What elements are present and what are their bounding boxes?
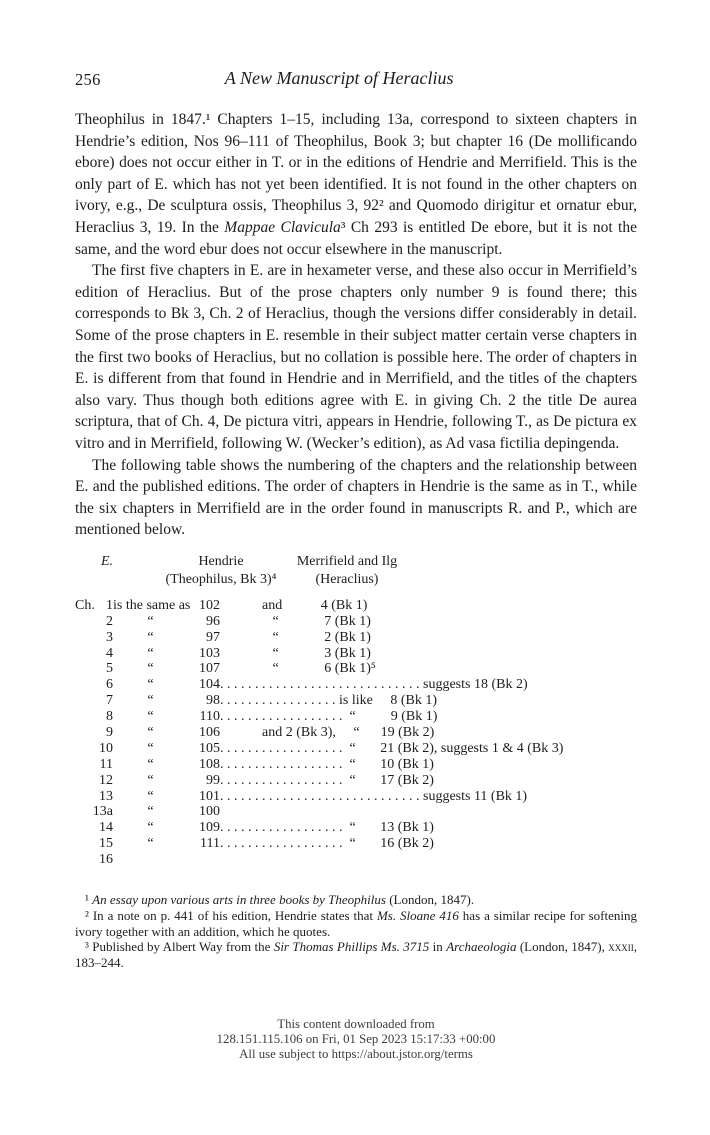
text-segment: Archaeologia xyxy=(446,939,517,955)
relation-cell: . . . . . . . . . . . . . . . . . . . . . . . . . . . . . suggests 18 (Bk 2) xyxy=(220,677,528,693)
merrifield-label: Merrifield and Ilg xyxy=(296,553,398,569)
table-row xyxy=(75,789,637,805)
chapter-cell xyxy=(75,852,113,868)
ditto-cell: “ xyxy=(147,629,154,645)
relation-cell: . . . . . . . . . . . . . . . . . . “ 16 (Bk 2) xyxy=(220,836,434,852)
chapter-label xyxy=(75,693,106,709)
text-segment: Ms. Sloane 416 xyxy=(376,907,459,923)
chapter-cell xyxy=(75,646,113,662)
hendrie-number-cell: 105 xyxy=(199,740,220,756)
table-row xyxy=(75,757,637,773)
chapter-cell xyxy=(75,757,113,773)
chapter-number: 2 xyxy=(106,613,113,629)
paragraph-3 xyxy=(75,455,637,541)
hendrie-number-cell: 100 xyxy=(199,804,220,820)
text-segment: (London, 1847). xyxy=(385,892,475,908)
column-header-e: E. xyxy=(101,553,114,569)
page-number: 256 xyxy=(75,70,101,89)
chapter-number: 8 xyxy=(106,709,113,725)
relation-cell: and 2 (Bk 3), “ 19 (Bk 2) xyxy=(220,725,435,740)
table-row xyxy=(75,741,637,757)
chapter-label xyxy=(75,820,99,836)
relation-cell: “ 3 (Bk 1) xyxy=(220,645,371,661)
relation-cell: “ 2 (Bk 1) xyxy=(220,629,371,645)
chapter-number: 12 xyxy=(99,772,113,788)
chapter-cell xyxy=(75,725,113,741)
chapter-concordance-table xyxy=(75,553,637,868)
table-row xyxy=(75,677,637,693)
chapter-cell xyxy=(75,598,113,614)
merrifield-subheader: (Heraclius) xyxy=(315,572,379,588)
ditto-cell: “ xyxy=(147,740,154,756)
text-segment: ³ Published by Albert Way from the xyxy=(85,939,274,955)
chapter-cell xyxy=(75,677,113,693)
table-row xyxy=(75,709,637,725)
text-segment: The first five chapters in E. are in hexameter verse, and these also occur in Merrifield’s edition of Heraclius. But of the prose chapters only number 9 is found there; this corresponds to Bk 3, Ch. 2 of Heraclius, though the versions differ considerably in detail. Some of the prose chapters in E. resemble in their subject matter certain verse chapters in the first two books of Heraclius, but no collation is possible here. The order of chapters in E. is different from that found in Hendrie and in Merrifield, and the titles of the chapters also vary. Thus though both editions agree with E. in giving Ch. 2 the title De aurea scriptura, that of Ch. 4, De pictura vitri, appears in Hendrie, following T., as De pictura ex vitro and in Merrifield, following W. (Wecker’s edition), as Ad vasa fictilia depingenda. xyxy=(75,262,637,452)
text-segment: An essay upon various arts in three books by Theophilus xyxy=(92,892,386,908)
relation-cell: . . . . . . . . . . . . . . . . . . “ 17 (Bk 2) xyxy=(220,772,434,788)
table-row xyxy=(75,773,637,789)
chapter-number: 1 xyxy=(106,597,113,613)
table-row xyxy=(75,820,637,836)
jstor-footer xyxy=(75,1017,637,1063)
chapter-number: 7 xyxy=(106,693,113,709)
ditto-cell: “ xyxy=(147,661,154,677)
relation-cell: . . . . . . . . . . . . . . . . . . “ 21 (Bk 2), suggests 1 & 4 (Bk 3) xyxy=(220,740,564,756)
chapter-number: 15 xyxy=(99,836,113,852)
table-row xyxy=(75,614,637,630)
running-title: A New Manuscript of Heraclius xyxy=(224,68,454,88)
hendrie-number-cell: 97 xyxy=(206,629,220,645)
relation-cell: and 4 (Bk 1) xyxy=(220,597,368,613)
footnote-1 xyxy=(75,892,637,908)
ditto-cell: “ xyxy=(147,756,154,772)
relation-cell: . . . . . . . . . . . . . . . . . is like 8 (Bk 1) xyxy=(220,693,437,709)
ditto-cell: “ xyxy=(147,836,154,852)
text-segment: Theophilus in 1847.¹ Chapters 1–15, including 13a, correspond to sixteen chapters in Hendrie’s edition, Nos 96–111 of Theophilus, Book 3; but chapter 16 (De mollificando ebore) does not occur either in T. or in the editions of Hendrie and Merrifield. This is the only part of E. which has not yet been identified. It is not found in the other chapters on ivory, e.g., De sculptura ossis, Theophilus 3, 92² and Quomodo dirigitur et ornatur ebur, Heraclius 3, 19. In the xyxy=(75,111,637,236)
table-row xyxy=(75,693,637,709)
text-segment: ³ Ch 293 is entitled De ebore, but it is not the same, and the word ebur does not occur elsewhere in the manuscript. xyxy=(75,218,637,258)
chapter-label xyxy=(75,646,106,662)
text-segment: The following table shows the numbering of the chapters and the relationship between E. and the published editions. The order of chapters in Hendrie is the same as in T., while the six chapters in Merrifield are in the order found in manuscripts R. and P., which are mentioned below. xyxy=(75,456,637,539)
relation-cell: “ 6 (Bk 1)⁵ xyxy=(220,661,376,677)
chapter-label xyxy=(75,709,106,725)
chapter-label xyxy=(75,852,99,868)
column-header-hendrie xyxy=(165,553,276,590)
chapter-label xyxy=(75,757,100,773)
text-segment: has a similar recipe for softening ivory together with an addition, which he quotes. xyxy=(75,907,637,939)
table-header xyxy=(75,553,637,591)
chapter-number: 4 xyxy=(106,645,113,661)
hendrie-number-cell: 98 xyxy=(206,693,220,709)
relation-cell: . . . . . . . . . . . . . . . . . . . . . . . . . . . . . suggests 11 (Bk 1) xyxy=(220,788,528,804)
text-segment: ¹ xyxy=(85,892,93,908)
footnote-2 xyxy=(75,908,637,940)
text-segment: in xyxy=(429,939,447,955)
chapter-number: 13a xyxy=(92,804,113,820)
ditto-cell: “ xyxy=(147,613,154,629)
hendrie-number-cell: 109 xyxy=(199,820,220,836)
chapter-cell xyxy=(75,614,113,630)
table-row xyxy=(75,852,637,868)
table-row xyxy=(75,725,637,741)
relation-cell: “ 7 (Bk 1) xyxy=(220,613,371,629)
hendrie-label: Hendrie xyxy=(198,553,244,569)
footer-downloaded-line: This content downloaded from xyxy=(277,1017,435,1031)
chapter-cell xyxy=(75,693,113,709)
text-segment: Mappae Clavicula xyxy=(224,218,341,236)
chapter-cell xyxy=(75,741,113,757)
footer-ip-date-line: 128.151.115.106 on Fri, 01 Sep 2023 15:17:33 +00:00 xyxy=(216,1032,496,1047)
hendrie-number-cell: 110 xyxy=(199,709,220,725)
chapter-number: 3 xyxy=(106,629,113,645)
text-segment: xxxii xyxy=(608,939,634,955)
table-row xyxy=(75,598,637,614)
page-header xyxy=(75,70,637,92)
ditto-cell xyxy=(113,852,188,868)
chapter-cell xyxy=(75,820,113,836)
chapter-label: Ch. xyxy=(75,597,95,613)
hendrie-number-cell: 103 xyxy=(199,645,220,661)
ditto-cell: “ xyxy=(147,693,154,709)
chapter-table-rows xyxy=(75,598,637,868)
hendrie-number-cell: 99 xyxy=(206,772,220,788)
hendrie-number-cell: 107 xyxy=(199,661,220,677)
footnote-3 xyxy=(75,939,637,971)
chapter-number: 13 xyxy=(99,788,113,804)
ditto-cell: “ xyxy=(147,804,154,820)
chapter-label xyxy=(75,725,106,741)
hendrie-number-cell: 96 xyxy=(206,613,220,629)
ditto-cell: “ xyxy=(147,772,154,788)
chapter-cell xyxy=(75,836,113,852)
body-text xyxy=(75,109,637,541)
text-segment: Sir Thomas Phillips Ms. 3715 xyxy=(273,939,430,955)
table-row xyxy=(75,630,637,646)
chapter-cell xyxy=(75,630,113,646)
relation-cell: . . . . . . . . . . . . . . . . . . “ 9 (Bk 1) xyxy=(220,709,438,725)
relation-cell xyxy=(220,852,637,868)
table-row xyxy=(75,661,637,677)
chapter-number: 16 xyxy=(99,852,113,868)
ditto-cell: “ xyxy=(147,677,154,693)
footnotes xyxy=(75,892,637,971)
hendrie-number-cell xyxy=(188,852,220,868)
paragraph-1 xyxy=(75,109,637,260)
paragraph-2 xyxy=(75,260,637,454)
relation-cell xyxy=(220,804,637,820)
chapter-label xyxy=(75,661,106,677)
chapter-number: 5 xyxy=(106,661,113,677)
relation-cell: . . . . . . . . . . . . . . . . . . “ 13 (Bk 1) xyxy=(220,820,434,836)
relation-cell: . . . . . . . . . . . . . . . . . . “ 10 (Bk 1) xyxy=(220,756,434,772)
hendrie-number-cell: 102 xyxy=(199,597,220,613)
hendrie-number-cell: 108 xyxy=(199,756,220,772)
chapter-cell xyxy=(75,789,113,805)
hendrie-subheader: (Theophilus, Bk 3)⁴ xyxy=(165,572,277,588)
hendrie-number-cell: 101 xyxy=(199,788,220,804)
chapter-number: 11 xyxy=(99,756,113,772)
chapter-label xyxy=(75,789,99,805)
ditto-cell: “ xyxy=(147,725,154,740)
chapter-cell xyxy=(75,804,113,820)
hendrie-number-cell: 106 xyxy=(199,725,220,740)
chapter-cell xyxy=(75,709,113,725)
chapter-label xyxy=(75,614,106,630)
ditto-cell: “ xyxy=(147,645,154,661)
chapter-number: 10 xyxy=(99,740,113,756)
chapter-cell xyxy=(75,661,113,677)
chapter-label xyxy=(75,741,99,757)
chapter-number: 14 xyxy=(99,820,113,836)
ditto-cell: “ xyxy=(147,788,154,804)
ditto-cell: “ xyxy=(147,820,154,836)
footer-terms-line: All use subject to https://about.jstor.org/terms xyxy=(239,1047,473,1062)
chapter-label xyxy=(75,773,99,789)
chapter-label xyxy=(75,836,99,852)
chapter-cell xyxy=(75,773,113,789)
hendrie-number-cell: 104 xyxy=(199,677,220,693)
text-segment: ² In a note on p. 441 of his edition, Hendrie states that xyxy=(85,907,377,923)
table-row xyxy=(75,836,637,852)
text-segment: , 183–244. xyxy=(75,939,637,971)
column-header-merrifield xyxy=(297,553,397,590)
table-row xyxy=(75,646,637,662)
ditto-cell: is the same as xyxy=(113,597,191,613)
chapter-label xyxy=(75,630,106,646)
chapter-number: 6 xyxy=(106,677,113,693)
table-row xyxy=(75,804,637,820)
text-segment: (London, 1847), xyxy=(516,939,609,955)
hendrie-number-cell: 111 xyxy=(200,836,220,852)
ditto-cell: “ xyxy=(147,709,154,725)
chapter-number: 9 xyxy=(106,725,113,740)
chapter-label xyxy=(75,804,93,820)
chapter-label xyxy=(75,677,106,693)
